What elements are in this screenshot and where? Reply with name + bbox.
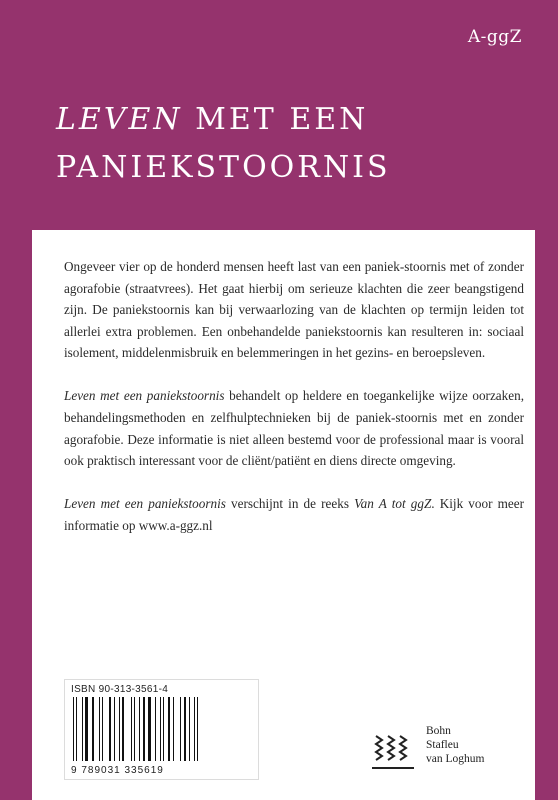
barcode-bar — [189, 697, 190, 761]
series-label: A-ggZ — [467, 27, 522, 47]
publisher-name — [426, 724, 484, 766]
isbn-label: ISBN 90-313-3561-4 — [71, 684, 169, 695]
publisher-line-2: Stafleu — [426, 739, 459, 751]
barcode-bar — [119, 697, 120, 761]
barcode-box — [64, 679, 259, 780]
barcode-bar — [148, 697, 151, 761]
text-panel — [32, 230, 535, 800]
barcode-bar — [76, 697, 77, 761]
barcode-bars — [73, 697, 253, 761]
barcode-bar — [139, 697, 140, 761]
barcode-number: 9 789031 335619 — [71, 765, 164, 776]
barcode-bar — [160, 697, 161, 761]
title-line-2: PANIEKSTOORNIS — [56, 150, 391, 185]
barcode-bar — [143, 697, 145, 761]
paragraph-3-text-end: . Kijk voor meer informatie op www.a-ggz.nl — [64, 496, 524, 533]
barcode-bar — [134, 697, 135, 761]
barcode-bar — [99, 697, 100, 761]
blurb-paragraph-2 — [64, 385, 524, 471]
barcode-bar — [197, 697, 198, 761]
barcode-bar — [73, 697, 74, 761]
paragraph-3-text: verschijnt in de reeks — [225, 496, 355, 512]
title-word-leven: LEVEN — [56, 102, 183, 137]
title-word-met-een: MET EEN — [182, 102, 369, 137]
barcode-bar — [92, 697, 94, 761]
blurb-paragraph-1: Ongeveer vier op de honderd mensen heeft last van een paniek-stoornis met of zonder agorafobie (straatvrees). Het gaat hierbij om serieuze klachten die zeer beangstigend zijn. De paniekstoornis kan bij verwaarlozing van de klachten op termijn leiden tot allerlei extra problemen. Een onbehandelde paniekstoornis kan resulteren in: sociaal isolement, middelenmisbruik en belemmeringen in het gezins- en beroepsleven. — [64, 259, 524, 361]
barcode-bar — [114, 697, 115, 761]
barcode-bar — [163, 697, 164, 761]
barcode-bar — [168, 697, 170, 761]
barcode-bar — [102, 697, 103, 761]
publisher-line-1: Bohn — [426, 725, 451, 737]
barcode-bar — [131, 697, 132, 761]
barcode-bar — [155, 697, 156, 761]
blurb-paragraph-3 — [64, 493, 524, 536]
barcode-bar — [85, 697, 88, 761]
publisher-block — [370, 724, 550, 776]
barcode-bar — [173, 697, 174, 761]
publisher-line-3: van Loghum — [426, 753, 485, 765]
book-title-italic: Leven met een paniekstoornis — [64, 496, 226, 512]
series-name-italic: Van A tot ggZ — [354, 496, 432, 512]
barcode-bar — [184, 697, 186, 761]
publisher-logo-icon — [370, 730, 416, 772]
barcode-bar — [109, 697, 111, 761]
barcode-bar — [122, 697, 124, 761]
book-title-italic: Leven met een paniekstoornis — [64, 388, 225, 404]
paragraph-2-text: behandelt op heldere en toegankelijke wijze oorzaken, behandelingsmethoden en zelfhulptechnieken bij de paniek-stoornis met en zonder agorafobie. Deze informatie is niet alleen bestemd voor de professional maar is vooral ook praktisch interessant voor de cliënt/patiënt en diens directe omgeving. — [64, 388, 524, 469]
blurb — [64, 256, 524, 558]
barcode-bar — [194, 697, 195, 761]
barcode-bar — [82, 697, 83, 761]
title-line-1 — [56, 102, 368, 137]
barcode-bar — [180, 697, 181, 761]
